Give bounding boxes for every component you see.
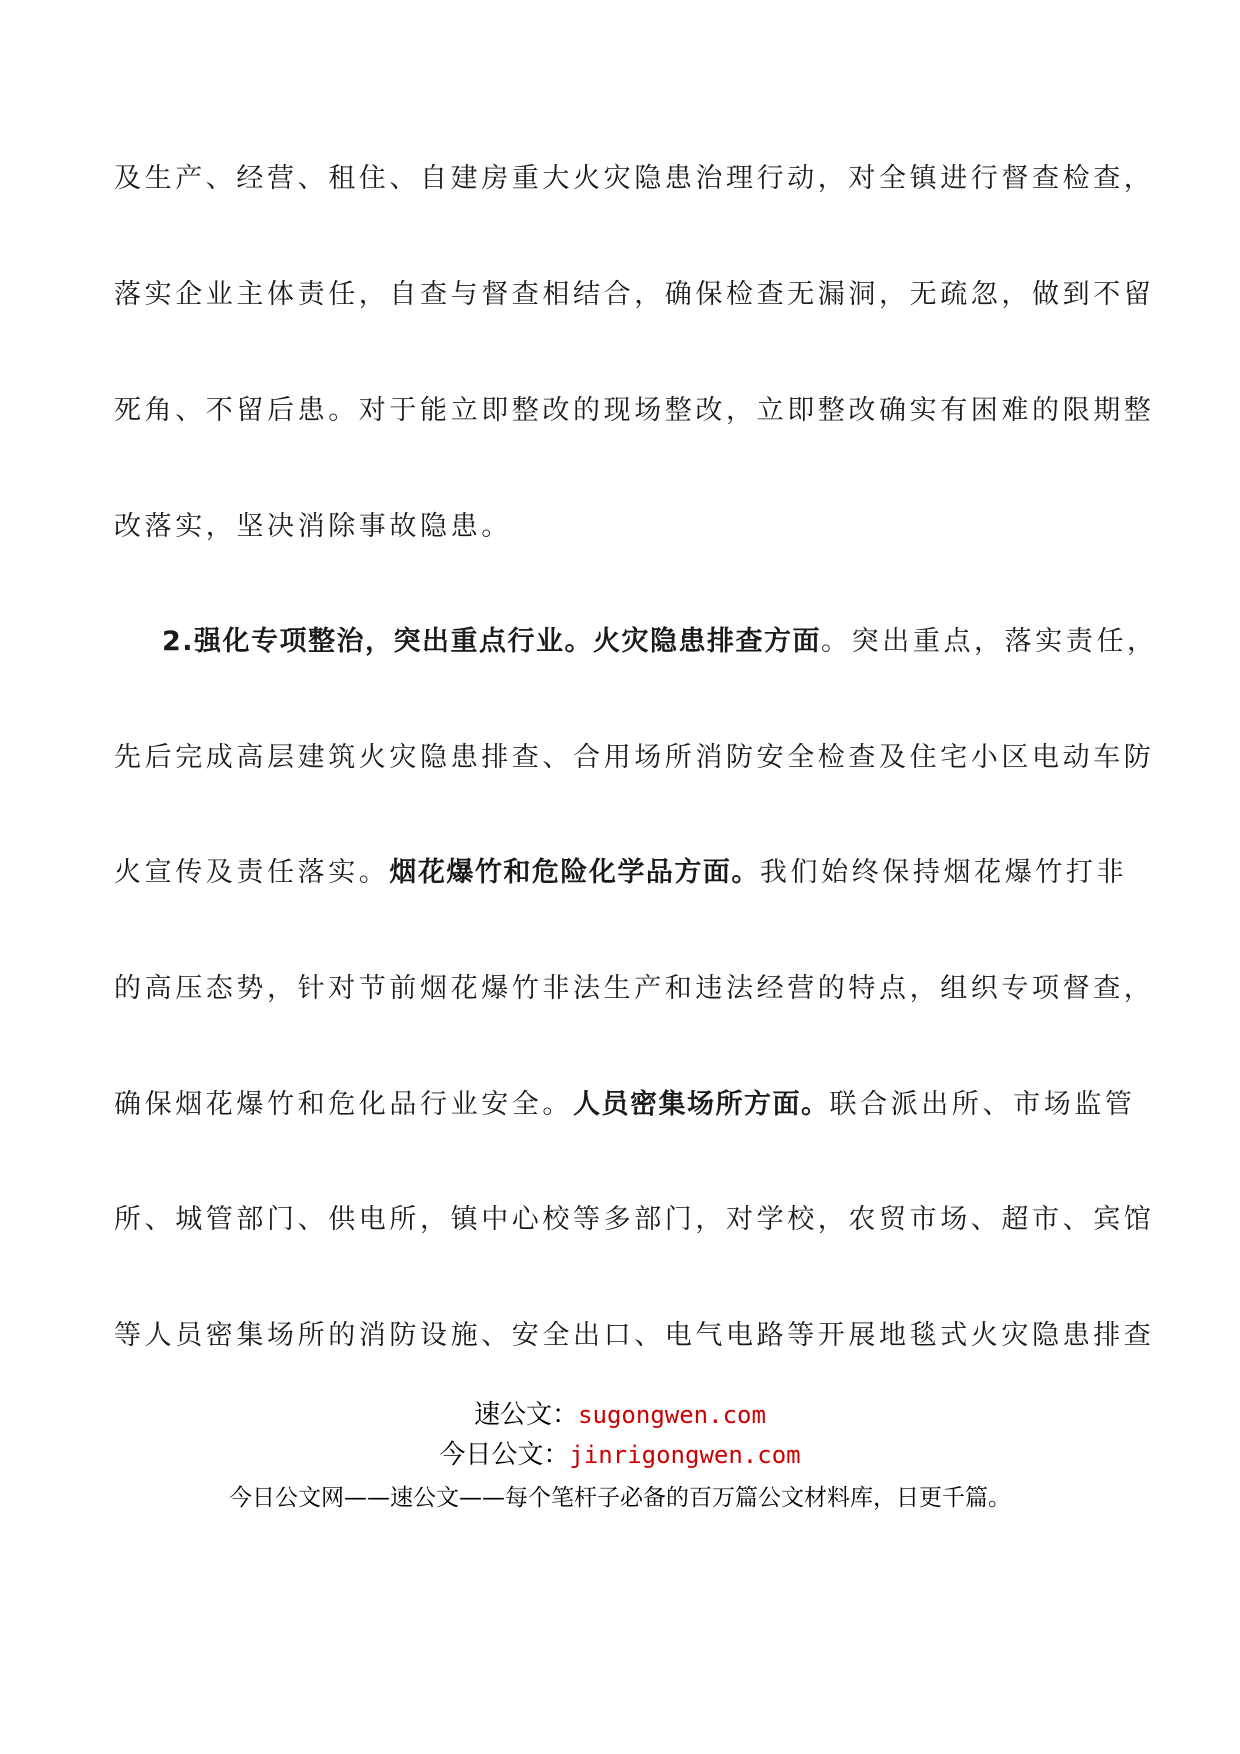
footer-slogan	[0, 1479, 1240, 1512]
body-text: 火宣传及责任落实。	[114, 857, 390, 888]
footer-site-1-link[interactable]: sugongwen.com	[578, 1401, 766, 1429]
body-text: 确保烟花爆竹和危化品行业安全。	[114, 1089, 573, 1120]
body-line-5-section-heading	[162, 622, 1158, 662]
body-line-8	[114, 969, 1155, 1009]
body-text: 。突出重点，落实责任，	[821, 626, 1158, 657]
footer-site-2-link[interactable]: jinrigongwen.com	[569, 1441, 801, 1469]
body-line-3	[114, 391, 1155, 431]
body-line-6	[114, 738, 1155, 778]
body-text: 先后完成高层建筑火灾隐患排查、合用场所消防安全检查及住宅小区电动车防	[114, 742, 1155, 773]
body-text: 的高压态势，针对节前烟花爆竹非法生产和违法经营的特点，组织专项督查，	[114, 973, 1155, 1004]
footer-site-2	[0, 1434, 1240, 1471]
footer-site-2-label: 今日公文：	[439, 1440, 570, 1470]
body-text: 及生产、经营、租住、自建房重大火灾隐患治理行动，对全镇进行督查检查，	[114, 163, 1155, 194]
body-line-10	[114, 1200, 1155, 1240]
body-line-1	[114, 159, 1155, 199]
body-line-7	[114, 853, 1128, 893]
body-line-2	[114, 275, 1155, 315]
bold-subheading-text: 人员密集场所方面。	[573, 1089, 830, 1120]
body-text: 落实企业主体责任，自查与督查相结合，确保检查无漏洞，无疏忽，做到不留	[114, 279, 1155, 310]
body-text: 等人员密集场所的消防设施、安全出口、电气电路等开展地毯式火灾隐患排查	[114, 1320, 1155, 1351]
body-text: 所、城管部门、供电所，镇中心校等多部门，对学校，农贸市场、超市、宾馆	[114, 1204, 1155, 1235]
footer-site-1-label: 速公文：	[474, 1400, 579, 1430]
footer-slogan-text: 今日公文网——速公文——每个笔杆子必备的百万篇公文材料库，日更千篇。	[229, 1485, 1011, 1511]
body-line-9	[114, 1085, 1136, 1125]
body-text: 死角、不留后患。对于能立即整改的现场整改，立即整改确实有困难的限期整	[114, 395, 1155, 426]
body-line-11	[114, 1316, 1155, 1356]
bold-heading-text: 2.强化专项整治，突出重点行业。火灾隐患排查方面	[162, 626, 822, 657]
body-text: 联合派出所、市场监管	[829, 1089, 1136, 1120]
bold-subheading-text: 烟花爆竹和危险化学品方面。	[389, 857, 760, 888]
footer-site-1	[0, 1394, 1240, 1431]
body-text: 改落实，坚决消除事故隐患。	[114, 511, 512, 542]
body-text: 我们始终保持烟花爆竹打非	[759, 857, 1128, 888]
body-line-4	[114, 507, 1124, 547]
